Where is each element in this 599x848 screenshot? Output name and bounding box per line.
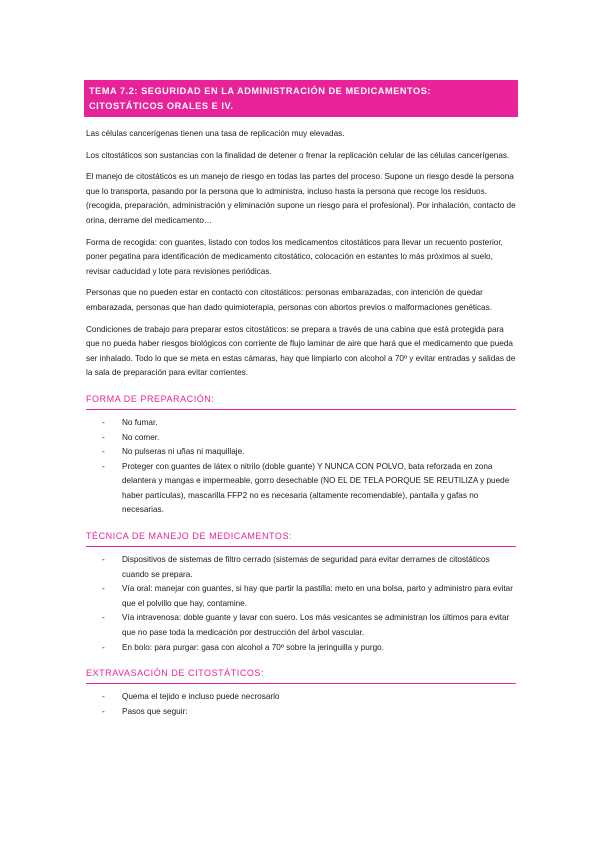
bullet-dash: - [102, 432, 105, 442]
list-item-text: Vía oral: manejar con guantes, si hay que partir la pastilla: meto en una bolsa, parto y administro para evitar que el polvillo que hay, contamine. [122, 584, 513, 608]
list-item [86, 611, 516, 640]
bullet-dash: - [102, 461, 105, 471]
list-item [86, 705, 516, 720]
bullet-dash: - [102, 447, 105, 457]
bullet-dash: - [102, 584, 105, 594]
bullet-dash: - [102, 642, 105, 652]
bullet-dash: - [102, 706, 105, 716]
bullet-dash: - [102, 555, 105, 565]
paragraph-risk: El manejo de citostáticos es un manejo de riesgo en todas las partes del proceso. Supone un riesgo desde la persona que lo transporta, pasando por la persona que lo administra, incluso hasta la persona que recoge los residuos. (recogida, preparación, administración y eliminación supone un riesgo para el profesional). Por inhalación, contacto de orina, derrame del medicamento… [86, 172, 516, 225]
list-item [86, 553, 516, 582]
paragraph-work-conditions: Condiciones de trabajo para preparar estos citostáticos: se prepara a través de una cabina que está protegida para que no pueda haber riesgos biológicos con corriente de flujo laminar de aire que hará que el medicamento que pueda ser inhalado. Todo lo que se meta en estas cámaras, hay que limpiarlo con alcohol a 70º y evitar entradas y salidas de la sala de preparación para evitar corrientes. [86, 324, 516, 378]
list-item-text: No comer. [122, 432, 160, 442]
list-item-text: No pulseras ni uñas ni maquillaje. [122, 447, 245, 457]
document-body [86, 127, 516, 719]
list-item [86, 431, 516, 446]
list-item-text: Dispositivos de sistemas de filtro cerrado (sistemas de seguridad para evitar derrames de citostáticos cuando se prepara. [122, 555, 490, 579]
topic-title-line-2: CITOSTÁTICOS ORALES E IV. [89, 101, 234, 111]
topic-title-line-1: TEMA 7.2: SEGURIDAD EN LA ADMINISTRACIÓN DE MEDICAMENTOS: [89, 86, 432, 96]
bullet-dash: - [102, 417, 105, 427]
paragraph-restricted-persons: Personas que no pueden estar en contacto con citostáticos: personas embarazadas, con intención de quedar embarazada, personas que han dado quimioterapia, personas con abortos previos o malformaciones genéticas. [86, 288, 492, 312]
list-item-text: Quema el tejido e incluso puede necrosarlo [122, 692, 280, 702]
paragraph-definition: Los citostáticos son sustancias con la finalidad de detener o frenar la replicación celular de las células cancerígenas. [86, 150, 510, 160]
list-item [86, 582, 516, 611]
section-heading-preparation: FORMA DE PREPARACIÓN: [86, 393, 516, 410]
paragraph-intro: Las células cancerígenas tienen una tasa de replicación muy elevadas. [86, 129, 345, 138]
list-item [86, 460, 516, 518]
list-item [86, 416, 516, 431]
section-heading-extravasation: EXTRAVASACIÓN DE CITOSTÁTICOS: [86, 667, 516, 684]
bullet-dash: - [102, 692, 105, 702]
topic-title-banner [84, 80, 518, 117]
list-item-text: Proteger con guantes de látex o nitrilo (doble guante) Y NUNCA CON POLVO, bata reforzada en zona delantera y mangas e impermeable, gorro desechable (NO EL DE TELA PORQUE SE REUTILIZA y puede haber partículas), mascarilla FFP2 no es necesaria (altamente recomendable), pantalla y gafas no necesarias. [122, 461, 510, 515]
list-item-text: Pasos que seguir: [122, 706, 188, 716]
list-item [86, 641, 516, 656]
handling-technique-list [86, 553, 516, 655]
bullet-dash: - [102, 613, 105, 623]
section-heading-handling-technique: TÉCNICA DE MANEJO DE MEDICAMENTOS: [86, 530, 516, 547]
preparation-list [86, 416, 516, 518]
list-item [86, 445, 516, 460]
list-item [86, 690, 516, 705]
list-item-text: Vía intravenosa: doble guante y lavar con suero. Los más vesicantes se administran los últimos para evitar que no pase toda la medicación por destrucción del árbol vascular. [122, 613, 510, 638]
extravasation-list [86, 690, 516, 719]
list-item-text: En bolo: para purgar: gasa con alcohol a 70º sobre la jeringuilla y purgo. [122, 642, 384, 652]
paragraph-collection: Forma de recogida: con guantes, listado con todos los medicamentos citostáticos para llevar un recuento posterior, poner pegatina para identificación de medicamento citostático, colocación en estantes lo más próximos al suelo, revisar caducidad y lote para revisiones periódicas. [86, 237, 503, 276]
list-item-text: No fumar. [122, 417, 158, 427]
